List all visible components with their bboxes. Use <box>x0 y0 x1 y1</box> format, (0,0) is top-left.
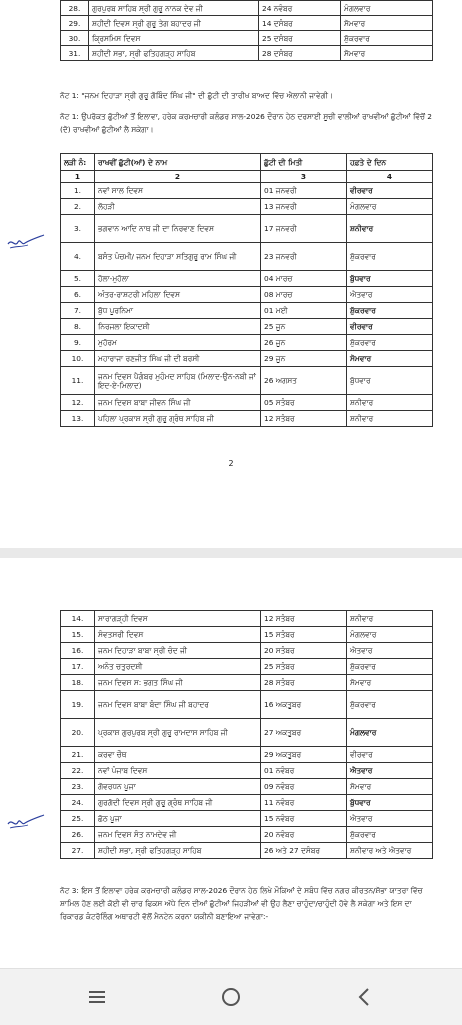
date-cell: 27 ਅਕਤੂਬਰ <box>261 719 347 747</box>
table-row <box>61 659 433 675</box>
weekday-cell: ਸ਼ੁੱਕਰਵਾਰ <box>347 243 433 271</box>
serial-cell: 3. <box>61 215 95 243</box>
column-number: 4 <box>347 171 433 183</box>
serial-cell: 5. <box>61 271 95 287</box>
document-page-2 <box>0 558 462 968</box>
system-navigation-bar <box>0 968 462 1025</box>
table-row <box>61 627 433 643</box>
weekday-cell: ਸ਼ੁੱਕਰਵਾਰ <box>347 827 433 843</box>
weekday-cell: ਸ਼ਨੀਵਾਰ ਅਤੇ ਐਤਵਾਰ <box>347 843 433 859</box>
recent-apps-icon[interactable] <box>82 983 112 1011</box>
serial-cell: 21. <box>61 747 95 763</box>
serial-cell: 22. <box>61 763 95 779</box>
date-cell: 25 ਦਸੰਬਰ <box>259 31 341 46</box>
weekday-cell: ਐਤਵਾਰ <box>347 811 433 827</box>
table-row <box>61 779 433 795</box>
handwritten-mark-1 <box>6 232 46 254</box>
date-cell: 05 ਸਤੰਬਰ <box>261 395 347 411</box>
serial-cell: 20. <box>61 719 95 747</box>
back-icon[interactable] <box>350 983 380 1011</box>
date-cell: 14 ਦਸੰਬਰ <box>259 16 341 31</box>
table-row <box>61 243 433 271</box>
serial-cell: 17. <box>61 659 95 675</box>
serial-cell: 29. <box>61 16 89 31</box>
note-3: ਨੋਟ 3: ਇਸ ਤੋਂ ਇਲਾਵਾ ਹਰੇਕ ਕਰਮਚਾਰੀ ਕਲੰਡਰ ਸਾਲ-2026 ਦੌਰਾਨ ਹੇਠ ਲਿਖੇ ਮੌਕਿਆਂ ਦੇ ਸਬੰਧ ਵਿੱਚ ਨਗਰ ਕੀਰਤਨ/ਸ਼ੋਭਾ ਯਾਤਰਾ ਵਿੱਚ ਸ਼ਾਮਿਲ ਹੋਣ ਲਈ ਕੋਈ ਵੀ ਚਾਰ ਫਿਕਸ ਅੱਧੇ ਦਿਨ ਦੀਆਂ ਛੁੱਟੀਆਂ ਜਿਹੜੀਆਂ ਵੀ ਉਹ ਲੈਣਾ ਚਾਹੁੰਦਾ/ਚਾਹੁੰਦੀ ਹੋਵੇ ਲੈ ਸਕੇਗਾ ਅਤੇ ਇਸ ਦਾ ਰਿਕਾਰਡ ਕੰਟਰੋਲਿੰਗ ਅਥਾਰਟੀ ਵੱਲੋਂ ਮੈਨਟੇਨ ਕਰਨਾ ਯਕੀਨੀ ਬਣਾਇਆ ਜਾਵੇਗਾ:- <box>60 886 423 921</box>
date-cell: 28 ਸਤੰਬਰ <box>261 675 347 691</box>
table-row <box>61 395 433 411</box>
restricted-holidays-table <box>60 153 433 427</box>
handwritten-mark-2 <box>6 812 46 834</box>
table-row <box>61 46 433 61</box>
weekday-cell: ਬੁੱਧਵਾਰ <box>347 367 433 395</box>
holiday-name-cell: ਅਨੰਤ ਚਤੁਰਦਸ਼ੀ <box>95 659 261 675</box>
holiday-name-cell: ਜਨਮ ਦਿਹਾੜਾ ਬਾਬਾ ਸ੍ਰੀ ਚੰਦ ਜੀ <box>95 643 261 659</box>
holiday-name-cell: ਪਹਿਲਾ ਪ੍ਰਕਾਸ਼ ਸ੍ਰੀ ਗੁਰੂ ਗ੍ਰੰਥ ਸਾਹਿਬ ਜੀ <box>95 411 261 427</box>
weekday-cell: ਮੰਗਲਵਾਰ <box>347 627 433 643</box>
table-row <box>61 691 433 719</box>
date-cell: 16 ਅਕਤੂਬਰ <box>261 691 347 719</box>
serial-cell: 7. <box>61 303 95 319</box>
serial-cell: 19. <box>61 691 95 719</box>
weekday-cell: ਸ਼ੁੱਕਰਵਾਰ <box>347 691 433 719</box>
weekday-cell: ਸੋਮਵਾਰ <box>341 46 433 61</box>
serial-cell: 12. <box>61 395 95 411</box>
header-serial: ਲੜੀ ਨੰ: <box>61 154 95 171</box>
date-cell: 29 ਜੂਨ <box>261 351 347 367</box>
holiday-name-cell: ਲੋਹੜੀ <box>95 199 261 215</box>
weekday-cell: ਬੁੱਧਵਾਰ <box>347 271 433 287</box>
weekday-cell: ਵੀਰਵਾਰ <box>347 747 433 763</box>
date-cell: 01 ਜਨਵਰੀ <box>261 183 347 199</box>
table-row <box>61 719 433 747</box>
holiday-name-cell: ਨਿਰਜਲਾ ਇਕਾਦਸ਼ੀ <box>95 319 261 335</box>
serial-cell: 30. <box>61 31 89 46</box>
date-cell: 24 ਨਵੰਬਰ <box>259 1 341 16</box>
date-cell: 25 ਸਤੰਬਰ <box>261 659 347 675</box>
holiday-name-cell: ਭਗਵਾਨ ਆਦਿ ਨਾਥ ਜੀ ਦਾ ਨਿਰਵਾਣ ਦਿਵਸ <box>95 215 261 243</box>
home-icon[interactable] <box>216 983 246 1011</box>
date-cell: 13 ਜਨਵਰੀ <box>261 199 347 215</box>
header-date: ਛੁੱਟੀ ਦੀ ਮਿਤੀ <box>261 154 347 171</box>
serial-cell: 15. <box>61 627 95 643</box>
table-row <box>61 16 433 31</box>
serial-cell: 14. <box>61 611 95 627</box>
weekday-cell: ਸ਼ਨੀਵਾਰ <box>347 611 433 627</box>
date-cell: 11 ਨਵੰਬਰ <box>261 795 347 811</box>
table-row <box>61 795 433 811</box>
column-number: 3 <box>261 171 347 183</box>
holiday-name-cell: ਜਨਮ ਦਿਵਸ ਪੈਗੰਬਰ ਮੁਹੰਮਦ ਸਾਹਿਬ (ਮਿਲਾਦ-ਉਨ-ਨਬੀ ਜਾਂ ਇਦ-ਏ-ਮਿਲਾਦ) <box>95 367 261 395</box>
column-number: 1 <box>61 171 95 183</box>
holiday-name-cell: ਛੱਠ ਪੂਜਾ <box>95 811 261 827</box>
table-row <box>61 763 433 779</box>
date-cell: 01 ਮਈ <box>261 303 347 319</box>
table-row <box>61 367 433 395</box>
date-cell: 01 ਨਵੰਬਰ <box>261 763 347 779</box>
table-row <box>61 335 433 351</box>
holiday-name-cell: ਬਸੰਤ ਪੰਚਮੀ/ ਜਨਮ ਦਿਹਾੜਾ ਸਤਿਗੁਰੂ ਰਾਮ ਸਿੰਘ ਜੀ <box>95 243 261 271</box>
weekday-cell: ਸ਼ਨੀਵਾਰ <box>347 395 433 411</box>
column-number: 2 <box>95 171 261 183</box>
date-cell: 26 ਜੂਨ <box>261 335 347 351</box>
table-row <box>61 675 433 691</box>
table-row <box>61 827 433 843</box>
weekday-cell: ਸੋਮਵਾਰ <box>341 16 433 31</box>
holiday-name-cell: ਗੋਵਰਧਨ ਪੂਜਾ <box>95 779 261 795</box>
page-gap <box>0 548 462 558</box>
holiday-name-cell: ਸਾਰਾਗੜ੍ਹੀ ਦਿਵਸ <box>95 611 261 627</box>
holiday-name-cell: ਪ੍ਰਕਾਸ਼ ਗੁਰਪੁਰਬ ਸ੍ਰੀ ਗੁਰੂ ਰਾਮਦਾਸ ਸਾਹਿਬ ਜੀ <box>95 719 261 747</box>
weekday-cell: ਸੋਮਵਾਰ <box>347 675 433 691</box>
note-1a: ਨੋਟ 1: "ਜਨਮ ਦਿਹਾੜਾ ਸ੍ਰੀ ਗੁਰੂ ਗੋਬਿੰਦ ਸਿੰਘ ਜੀ" ਦੀ ਛੁੱਟੀ ਦੀ ਤਾਰੀਖ ਬਾਅਦ ਵਿੱਚ ਐਲਾਨੀ ਜਾਵੇਗੀ। <box>60 91 333 100</box>
weekday-cell: ਐਤਵਾਰ <box>347 643 433 659</box>
date-cell: 15 ਨਵੰਬਰ <box>261 811 347 827</box>
serial-cell: 13. <box>61 411 95 427</box>
date-cell: 08 ਮਾਰਚ <box>261 287 347 303</box>
holiday-name-cell: ਸ਼ਹੀਦੀ ਸਭਾ, ਸ੍ਰੀ ਫਤਿਹਗੜ੍ਹ ਸਾਹਿਬ <box>89 46 259 61</box>
weekday-cell: ਐਤਵਾਰ <box>347 287 433 303</box>
table-row <box>61 747 433 763</box>
weekday-cell: ਐਤਵਾਰ <box>347 763 433 779</box>
table-row <box>61 1 433 16</box>
weekday-cell: ਬੁੱਧਵਾਰ <box>347 795 433 811</box>
header-holiday-name: ਰਾਖਵੀਂ ਛੁੱਟੀ(ਆਂ) ਦੇ ਨਾਮ <box>95 154 261 171</box>
holiday-name-cell: ਗੁਰਗੱਦੀ ਦਿਵਸ ਸ੍ਰੀ ਗੁਰੂ ਗ੍ਰੰਥ ਸਾਹਿਬ ਜੀ <box>95 795 261 811</box>
weekday-cell: ਸ਼ੁੱਕਰਵਾਰ <box>347 659 433 675</box>
date-cell: 04 ਮਾਰਚ <box>261 271 347 287</box>
serial-cell: 27. <box>61 843 95 859</box>
serial-cell: 11. <box>61 367 95 395</box>
weekday-cell: ਵੀਰਵਾਰ <box>347 183 433 199</box>
date-cell: 23 ਜਨਵਰੀ <box>261 243 347 271</box>
serial-cell: 28. <box>61 1 89 16</box>
table-row <box>61 811 433 827</box>
table-row <box>61 287 433 303</box>
weekday-cell: ਸੋਮਵਾਰ <box>347 779 433 795</box>
table-row <box>61 643 433 659</box>
date-cell: 20 ਨਵੰਬਰ <box>261 827 347 843</box>
date-cell: 09 ਨਵੰਬਰ <box>261 779 347 795</box>
holiday-name-cell: ਹੋਲਾ-ਮੁਹੱਲਾ <box>95 271 261 287</box>
weekday-cell: ਸ਼ਨੀਵਾਰ <box>347 411 433 427</box>
table-row <box>61 611 433 627</box>
note-1b: ਨੋਟ 1: ਉਪਰੋਕਤ ਛੁੱਟੀਆਂ ਤੋਂ ਇਲਾਵਾ, ਹਰੇਕ ਕਰਮਚਾਰੀ ਕਲੰਡਰ ਸਾਲ-2026 ਦੌਰਾਨ ਹੇਠ ਦਰਸਾਈ ਸੂਚੀ ਵਾਲੀਆਂ ਰਾਖਵੀਆਂ ਛੁੱਟੀਆਂ ਵਿੱਚੋਂ 2 (ਦੋ) ਰਾਖਵੀਆਂ ਛੁੱਟੀਆਂ ਲੈ ਸਕੇਗਾ। <box>60 112 432 134</box>
weekday-cell: ਸੋਮਵਾਰ <box>347 351 433 367</box>
restricted-holidays-table-continued <box>60 610 433 859</box>
serial-cell: 24. <box>61 795 95 811</box>
serial-cell: 31. <box>61 46 89 61</box>
holiday-table-continued <box>60 0 433 61</box>
date-cell: 26 ਅਤੇ 27 ਦਸੰਬਰ <box>261 843 347 859</box>
date-cell: 20 ਸਤੰਬਰ <box>261 643 347 659</box>
serial-cell: 25. <box>61 811 95 827</box>
table-row <box>61 31 433 46</box>
date-cell: 12 ਸਤੰਬਰ <box>261 611 347 627</box>
table-header-row <box>61 154 433 171</box>
table-row <box>61 843 433 859</box>
weekday-cell: ਸ਼ੁੱਕਰਵਾਰ <box>347 303 433 319</box>
date-cell: 28 ਦਸੰਬਰ <box>259 46 341 61</box>
holiday-name-cell: ਬੁੱਧ ਪੂਰਨਿਮਾ <box>95 303 261 319</box>
serial-cell: 10. <box>61 351 95 367</box>
date-cell: 12 ਸਤੰਬਰ <box>261 411 347 427</box>
serial-cell: 18. <box>61 675 95 691</box>
weekday-cell: ਮੰਗਲਵਾਰ <box>347 199 433 215</box>
date-cell: 25 ਜੂਨ <box>261 319 347 335</box>
serial-cell: 16. <box>61 643 95 659</box>
date-cell: 17 ਜਨਵਰੀ <box>261 215 347 243</box>
holiday-name-cell: ਜਨਮ ਦਿਵਸ ਸ: ਭਗਤ ਸਿੰਘ ਜੀ <box>95 675 261 691</box>
holiday-name-cell: ਕ੍ਰਿਸਮਿਸ ਦਿਵਸ <box>89 31 259 46</box>
holiday-name-cell: ਸ਼ਹੀਦੀ ਸਭਾ, ਸ੍ਰੀ ਫਤਿਹਗੜ੍ਹ ਸਾਹਿਬ <box>95 843 261 859</box>
holiday-name-cell: ਜਨਮ ਦਿਵਸ ਬਾਬਾ ਬੰਦਾ ਸਿੰਘ ਜੀ ਬਹਾਦਰ <box>95 691 261 719</box>
holiday-name-cell: ਮੁਹੱਰਮ <box>95 335 261 351</box>
serial-cell: 4. <box>61 243 95 271</box>
table-row <box>61 183 433 199</box>
page-number: 2 <box>228 459 234 468</box>
table-row <box>61 215 433 243</box>
table-row <box>61 199 433 215</box>
date-cell: 15 ਸਤੰਬਰ <box>261 627 347 643</box>
table-row <box>61 271 433 287</box>
holiday-name-cell: ਅੰਤਰ-ਰਾਸ਼ਟਰੀ ਮਹਿਲਾ ਦਿਵਸ <box>95 287 261 303</box>
serial-cell: 8. <box>61 319 95 335</box>
serial-cell: 2. <box>61 199 95 215</box>
weekday-cell: ਸ਼ੁੱਕਰਵਾਰ <box>347 335 433 351</box>
weekday-cell: ਵੀਰਵਾਰ <box>347 319 433 335</box>
holiday-name-cell: ਨਵਾਂ ਸਾਲ ਦਿਵਸ <box>95 183 261 199</box>
holiday-name-cell: ਸ਼ਹੀਦੀ ਦਿਵਸ ਸ੍ਰੀ ਗੁਰੂ ਤੇਗ ਬਹਾਦਰ ਜੀ <box>89 16 259 31</box>
serial-cell: 9. <box>61 335 95 351</box>
weekday-cell: ਮੰਗਲਵਾਰ <box>347 719 433 747</box>
table-column-number-row <box>61 171 433 183</box>
table-row <box>61 303 433 319</box>
serial-cell: 1. <box>61 183 95 199</box>
table-row <box>61 351 433 367</box>
weekday-cell: ਸ਼ਨੀਵਾਰ <box>347 215 433 243</box>
date-cell: 26 ਅਗਸਤ <box>261 367 347 395</box>
weekday-cell: ਸ਼ੁੱਕਰਵਾਰ <box>341 31 433 46</box>
holiday-name-cell: ਮਹਾਰਾਜਾ ਰਣਜੀਤ ਸਿੰਘ ਜੀ ਦੀ ਬਰਸੀ <box>95 351 261 367</box>
holiday-name-cell: ਸੰਵਤਸਰੀ ਦਿਵਸ <box>95 627 261 643</box>
table-row <box>61 411 433 427</box>
holiday-name-cell: ਕਰਵਾ ਚੌਥ <box>95 747 261 763</box>
serial-cell: 23. <box>61 779 95 795</box>
weekday-cell: ਮੰਗਲਵਾਰ <box>341 1 433 16</box>
header-weekday: ਹਫ਼ਤੇ ਦੇ ਦਿਨ <box>347 154 433 171</box>
holiday-name-cell: ਜਨਮ ਦਿਵਸ ਬਾਬਾ ਜੀਵਨ ਸਿੰਘ ਜੀ <box>95 395 261 411</box>
holiday-name-cell: ਜਨਮ ਦਿਵਸ ਸੰਤ ਨਾਮਦੇਵ ਜੀ <box>95 827 261 843</box>
serial-cell: 6. <box>61 287 95 303</box>
holiday-name-cell: ਨਵਾਂ ਪੰਜਾਬ ਦਿਵਸ <box>95 763 261 779</box>
holiday-name-cell: ਗੁਰਪੁਰਬ ਸਾਹਿਬ ਸ੍ਰੀ ਗੁਰੂ ਨਾਨਕ ਦੇਵ ਜੀ <box>89 1 259 16</box>
table-row <box>61 319 433 335</box>
serial-cell: 26. <box>61 827 95 843</box>
date-cell: 29 ਅਕਤੂਬਰ <box>261 747 347 763</box>
